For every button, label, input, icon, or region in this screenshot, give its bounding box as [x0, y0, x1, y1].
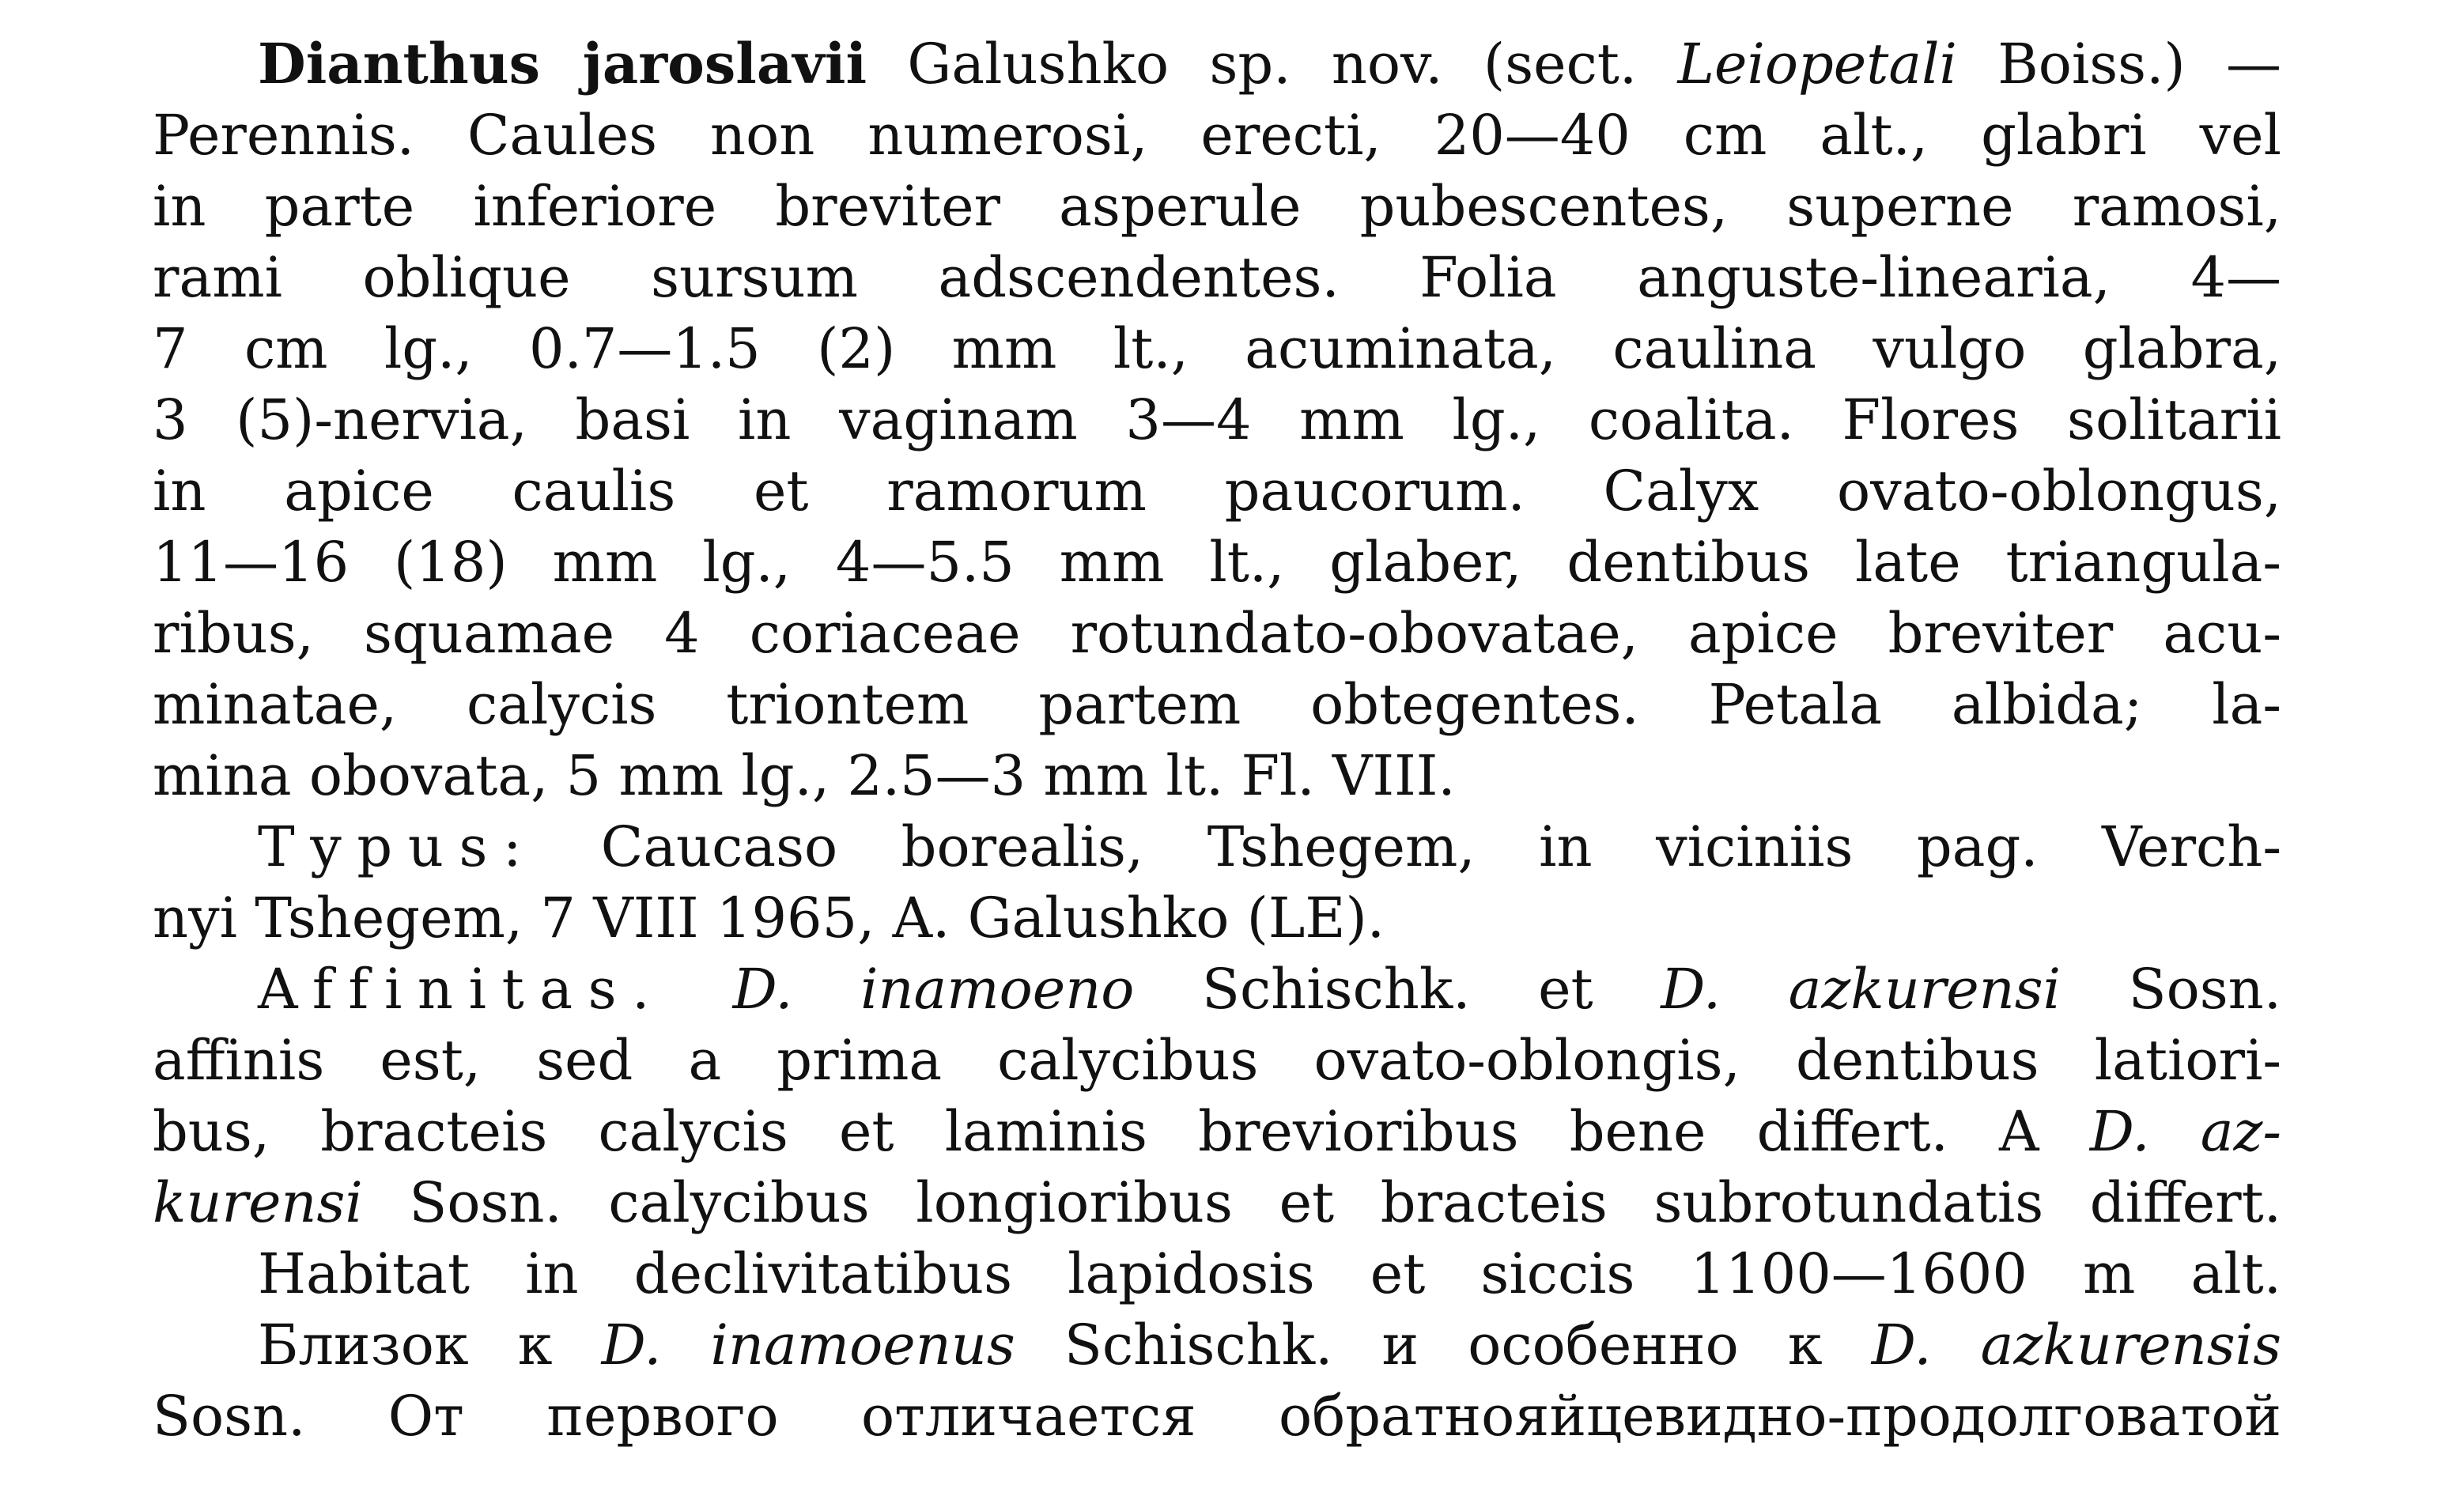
text-line: in apice caulis et ramorum paucorum. Calyx ovato-oblongus, — [153, 459, 2281, 523]
text-line: Perennis. Caules non numerosi, erecti, 20—40 cm alt., glabri vel — [153, 103, 2281, 168]
text-line: rami oblique sursum adscendentes. Folia anguste-linearia, 4— — [153, 245, 2281, 310]
text-line: in parte inferiore breviter asperule pubescentes, superne ramosi, — [153, 174, 2281, 239]
text-line: 7 cm lg., 0.7—1.5 (2) mm lt., acuminata, caulina vulgo glabra, — [153, 316, 2281, 381]
text-line: Typus: Caucaso borealis, Tshegem, in viciniis pag. Verch- — [258, 814, 2281, 879]
text-line: Habitat in declivitatibus lapidosis et siccis 1100—1600 m alt. — [258, 1241, 2281, 1306]
text-line: ribus, squamae 4 coriaceae rotundato-obovatae, apice breviter acu- — [153, 601, 2281, 666]
text-line: Близок к D. inamoenus Schischk. и особенно к D. azkurensis — [258, 1313, 2281, 1377]
text-line: affinis est, sed a prima calycibus ovato-oblongis, dentibus latiori- — [153, 1028, 2281, 1093]
text-line: Sosn. От первого отличается обратнояйцевидно-продолговатой — [153, 1384, 2281, 1449]
text-line: kurensi Sosn. calycibus longioribus et bracteis subrotundatis differt. — [153, 1170, 2281, 1235]
text-line: nyi Tshegem, 7 VIII 1965, A. Galushko (LE). — [153, 886, 1385, 950]
text-line: mina obovata, 5 mm lg., 2.5—3 mm lt. Fl. VIII. — [153, 743, 1456, 808]
text-line: Dianthus jaroslavii Galushko sp. nov. (sect. Leiopetali Boiss.) — — [258, 31, 2281, 96]
text-line: Affinitas. D. inamoeno Schischk. et D. azkurensi Sosn. — [258, 957, 2281, 1022]
text-line: 11—16 (18) mm lg., 4—5.5 mm lt., glaber, dentibus late triangula- — [153, 530, 2281, 595]
text-line: minatae, calycis triontem partem obtegentes. Petala albida; la- — [153, 672, 2281, 737]
text-line: bus, bracteis calycis et laminis brevioribus bene differt. A D. az- — [153, 1099, 2281, 1164]
text-line: 3 (5)-nervia, basi in vaginam 3—4 mm lg., coalita. Flores solitarii — [153, 387, 2281, 452]
